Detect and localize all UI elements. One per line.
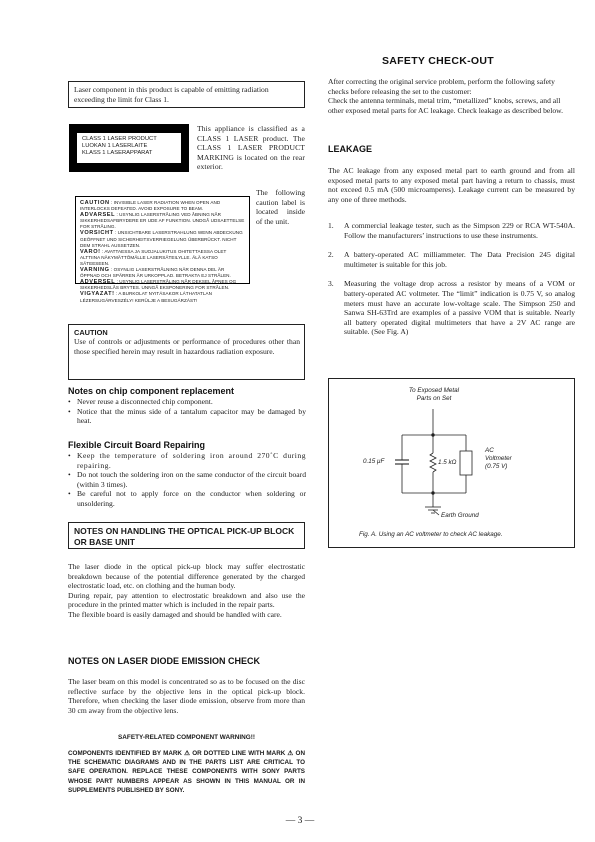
list-item: • Keep the temperature of soldering iron around 270˚C during repairing. [67, 451, 306, 470]
caution-label-description: The following caution label is located inside of the unit. [256, 188, 305, 226]
resistor-symbol [430, 453, 436, 472]
caution-label-line: VIGYAZAT! : A BURKOLAT NYITÁSAKOR LÁTHATATLAN LÉZERSUGÁRVESZÉLY! KERÜLJE A BESUGÁRZÁST! [80, 291, 212, 303]
page-title: SAFETY CHECK-OUT [382, 55, 494, 67]
paragraph: The laser diode in the optical pick-up block may suffer electrostatic breakdown because of the potential difference generated by the charged electrostatic load, etc. on clothing and the human body. [68, 562, 305, 591]
list-item: • Do not touch the soldering iron on the same conductor of the circuit board (within 3 times). [67, 470, 306, 489]
list-item: • Be careful not to apply force on the conductor when soldering or unsoldering. [67, 489, 306, 508]
paragraph: Check the antenna terminals, metal trim, “metallized” knobs, screws, and all other exposed metal parts for AC leakage. Check leakage as described below. [328, 96, 564, 115]
safety-warning-body: COMPONENTS IDENTIFIED BY MARK ⚠ OR DOTTED LINE WITH MARK ⚠ ON THE SCHEMATIC DIAGRAMS AND IN THE PARTS LIST ARE CRITICAL TO SAFE OPERATION. REPLACE THESE COMPONENTS WITH SONY PARTS WHOSE PART NUMBERS APPEAR AS SHOWN IN THIS MANUAL OR IN SUPPLEMENTS PUBLISHED BY SONY. [68, 750, 305, 794]
laser-emission-text: The laser beam on this model is concentrated so as to be focused on the disc reflective surface by the objective lens in the optical pick-up block. Therefore, when checking the laser diode emission, observe from more than 30 cm away from the objective lens. [68, 677, 305, 715]
leakage-heading: LEAKAGE [328, 144, 373, 154]
caution-label-line: VARO! : AVATTAESSA JA SUOJALUKITUS OHITETTAESSA OLET ALTTIINA NÄKYMÄTTÖMÄLLE LASERSÄTEILYLLE. ÄLÄ KATSO SÄTEESEEN. [80, 248, 227, 266]
laser-emission-heading: NOTES ON LASER DIODE EMISSION CHECK [68, 656, 261, 666]
class1-description: This appliance is classified as a CLASS 1 LASER product. The CLASS 1 LASER PRODUCT MARKING is located on the rear exterior. [197, 124, 305, 172]
optical-pickup-heading: NOTES ON HANDLING THE OPTICAL PICK-UP BLOCK OR BASE UNIT [74, 526, 295, 547]
optical-pickup-heading-box [68, 522, 305, 549]
optical-pickup-text [68, 562, 305, 620]
capacitor-label: 0.15 μF [363, 458, 385, 465]
list-item: • Never reuse a disconnected chip component. [67, 397, 306, 407]
leakage-text: The AC leakage from any exposed metal part to earth ground and from all exposed metal parts to any exposed metal part having a return to chassis, must not exceed 0.5 mA (500 microamperes). Leakage current can be measured by any one of three methods. [328, 166, 575, 204]
caution-label-line: CAUTION : INVISIBLE LASER RADIATION WHEN OPEN AND INTERLOCKS DEFEATED. AVOID EXPOSURE TO BEAM. [80, 200, 221, 212]
caution-box-body: Use of controls or adjustments or performance of procedures other than those specified herein may result in hazardous radiation exposure. [74, 337, 300, 356]
laser-notice-text: Laser component in this product is capable of emitting radiation exceeding the limit for Class 1. [74, 85, 269, 104]
caution-label-line: ADVERSEL : USYNLIG LASERSTRÅLING NÅR DEKSEL ÅPNES OG SIKKERHEDSLÅS BRYTES. UNNGÅ EKSPONERING FOR STRÅLEN. [80, 279, 237, 291]
list-item: 3. Measuring the voltage drop across a resistor by means of a VOM or battery-operated AC voltmeter. The “limit” indication is 0.75 V, so analog meters must have an accurate low-voltage scale. The Simpson 250 and Sanwa SH-63Trd are examples of a passive VOM that is suitable. Nearly all battery operated digital multimeters that have a 2V AC range are suitable. (See Fig. A) [328, 279, 575, 337]
paragraph: During repair, pay attention to electrostatic breakdown and also use the procedure in the printed matter which is included in the repair parts. [68, 590, 305, 610]
class1-laser-label-text [77, 133, 181, 163]
page-number: — 3 — [285, 816, 315, 826]
figure-a-frame [328, 378, 575, 548]
leader-line [433, 510, 439, 515]
laser-notice-box [68, 81, 305, 108]
class1-line: LUOKAN 1 LASERLAITE [82, 143, 148, 149]
caution-label-line: ADVARSEL : USYNLIG LASERSTRÅLING VED ÅBNING NÅR SIKKERHEDSAFBRYDERE ER UDE AF FUNKTION. UNDGÅ UDSAETTELSE FOR STRÅLING. [80, 212, 245, 230]
resistor-label: 1.5 kΩ [438, 459, 457, 466]
list-item: 2. A battery-operated AC milliammeter. The Data Precision 245 digital multimeter is suitable for this job. [328, 250, 575, 269]
list-item: 1. A commercial leakage tester, such as the Simpson 229 or RCA WT-540A. Follow the manufacturers’ instructions to use these instruments. [328, 221, 575, 240]
ground-label: Earth Ground [441, 512, 479, 519]
voltmeter-label: AC Voltmeter (0.75 V) [485, 447, 512, 470]
list-item: • Notice that the minus side of a tantalum capacitor may be damaged by heat. [67, 407, 306, 426]
caution-box [68, 324, 305, 380]
paragraph: After correcting the original service problem, perform the following safety checks before releasing the set to the customer: [328, 77, 555, 96]
caution-label-image [75, 196, 250, 303]
flex-board-heading: Flexible Circuit Board Repairing [68, 440, 206, 450]
paragraph: The flexible board is easily damaged and should be handled with care. [68, 609, 282, 619]
class1-line: KLASS 1 LASERAPPARAT [82, 150, 153, 156]
caution-box-title: CAUTION [74, 328, 108, 337]
chip-notes-list [67, 397, 306, 426]
class1-laser-label [69, 124, 189, 172]
leakage-methods-list [328, 221, 575, 347]
figure-caption: Fig. A. Using an AC voltmeter to check AC leakage. [359, 531, 503, 538]
class1-line: CLASS 1 LASER PRODUCT [82, 136, 157, 142]
chip-notes-heading: Notes on chip component replacement [68, 386, 235, 396]
caution-label-line: VARNING : OSYNLIG LASERSTRÅLNING NÄR DENNA DEL ÄR ÖPPNAD OCH SPÄRREN ÄR URKOPPLAD. BETRAKTA EJ STRÅLEN. [80, 267, 231, 279]
caution-label-line: VORSICHT : UNSICHTBARE LASERSTRAHLUNG WENN ABDECKUNG GEÖFFNET UND SICHERHEITSVERRIEGELUNG ÜBERBRÜCKT. NICHT DEM STRAHL AUSSETZEN. [80, 230, 243, 248]
safety-warning-title: SAFETY-RELATED COMPONENT WARNING!! [118, 734, 255, 741]
safety-intro [328, 77, 575, 115]
voltmeter-symbol [460, 451, 472, 475]
figure-label-top: To Exposed Metal Parts on Set [408, 387, 460, 402]
flex-board-list [67, 451, 306, 509]
